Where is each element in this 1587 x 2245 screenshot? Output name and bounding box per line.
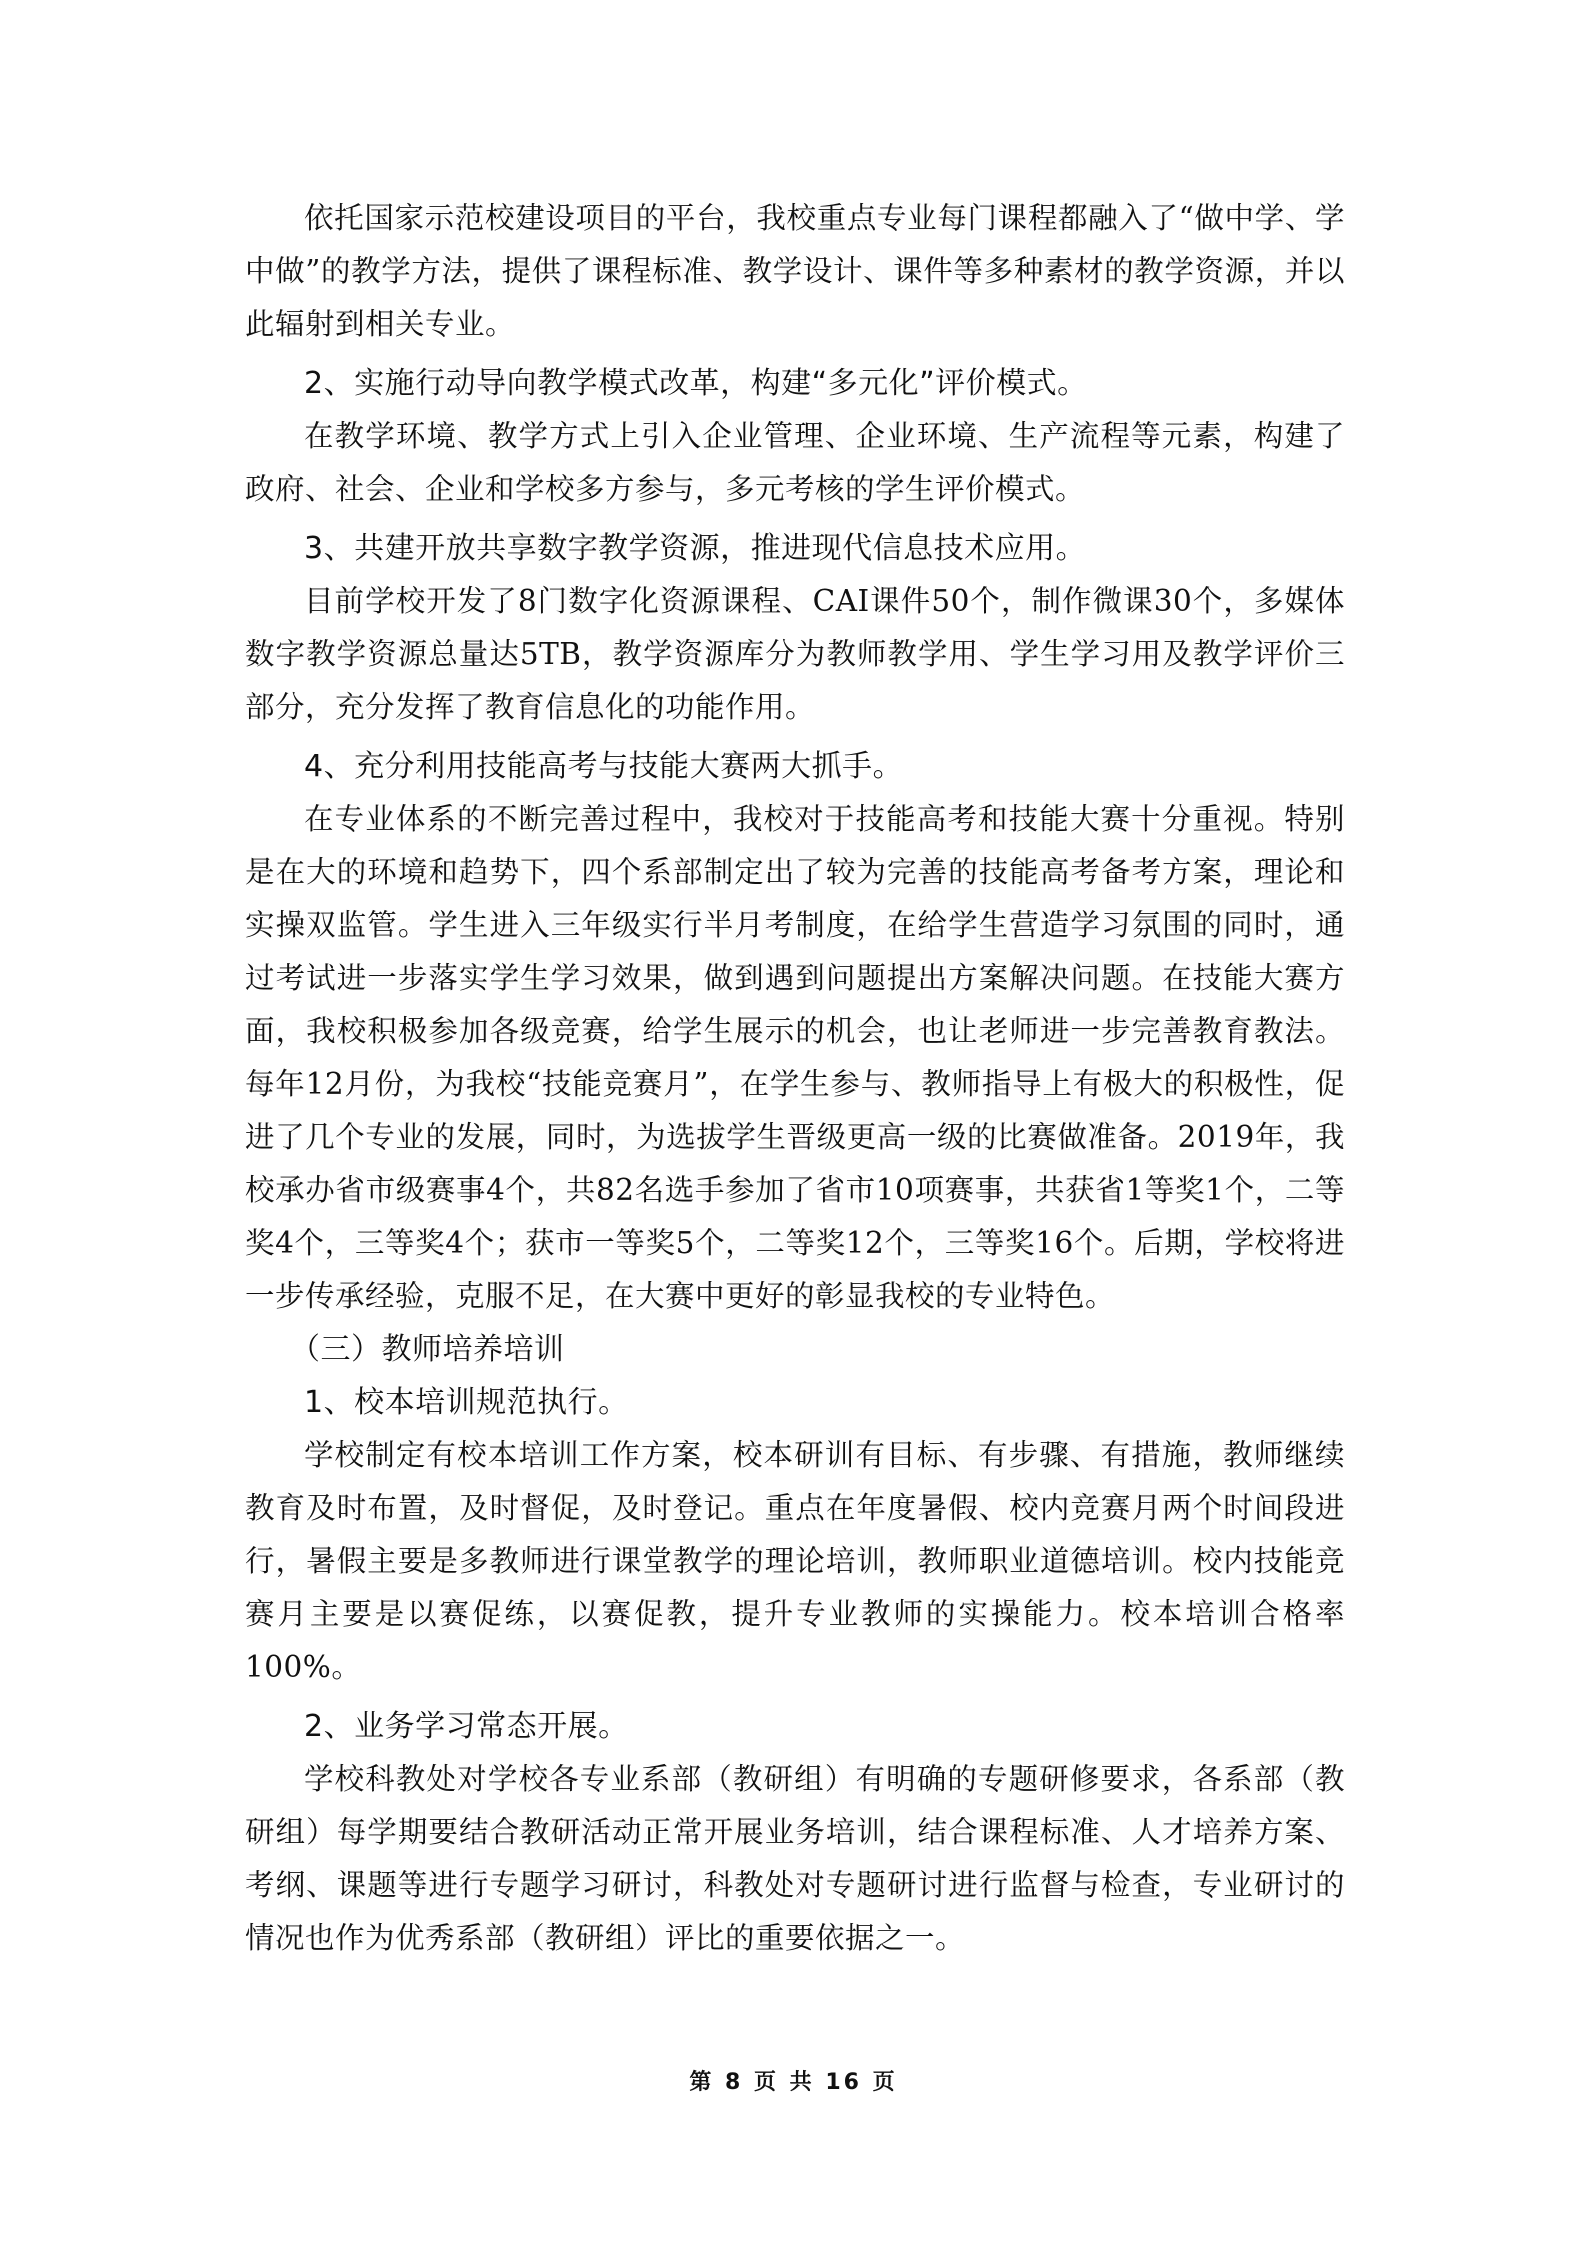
heading-digital-resources: 3、共建开放共享数字教学资源，推进现代信息技术应用。 — [304, 531, 1087, 566]
page-number-footer: 第 8 页 共 16 页 — [689, 2070, 898, 2095]
heading-professional-study: 2、业务学习常态开展。 — [304, 1709, 629, 1744]
section-heading-teacher-training: （三）教师培养培训 — [290, 1332, 565, 1367]
heading-school-training: 1、校本培训规范执行。 — [304, 1385, 629, 1420]
paragraph-skills-exam-competition: 在专业体系的不断完善过程中，我校对于技能高考和技能大赛十分重视。特别是在大的环境和趋势下，四个系部制定出了较为完善的技能高考备考方案，理论和实操双监管。学生进入三年级实行半月考制度，在给学生营造学习氛围的同时，通过考试进一步落实学生学习效果，做到遇到问题提出方案解决问题。在技能大赛方面，我校积极参加各级竞赛，给学生展示的机会，也让老师进一步完善教育教法。每年12月份，为我校“技能竞赛月”，在学生参与、教师指导上有极大的积极性，促进了几个专业的发展，同时，为选拔学生晋级更高一级的比赛做准备。2019年，我校承办省市级赛事4个，共82名选手参加了省市10项赛事，共获省1等奖1个，二等奖4个，三等奖4个；获市一等奖5个，二等奖12个，三等奖16个。后期，学校将进一步传承经验，克服不足，在大赛中更好的彰显我校的专业特色。 — [245, 802, 1345, 1313]
paragraph-school-training: 学校制定有校本培训工作方案，校本研训有目标、有步骤、有措施，教师继续教育及时布置，及时督促，及时登记。重点在年度暑假、校内竞赛月两个时间段进行，暑假主要是多教师进行课堂教学的理论培训，教师职业道德培训。校内技能竞赛月主要是以赛促练，以赛促教，提升专业教师的实操能力。校本培训合格率100%。 — [245, 1438, 1345, 1684]
document-body — [245, 192, 1345, 1965]
paragraph-professional-study: 学校科教处对学校各专业系部（教研组）有明确的专题研修要求，各系部（教研组）每学期要结合教研活动正常开展业务培训，结合课程标准、人才培养方案、考纲、课题等进行专题学习研讨，科教处对专题研讨进行监督与检查，专业研讨的情况也作为优秀系部（教研组）评比的重要依据之一。 — [245, 1762, 1345, 1955]
paragraph-digital-resources: 目前学校开发了8门数字化资源课程、CAI课件50个，制作微课30个，多媒体数字教学资源总量达5TB，教学资源库分为教师教学用、学生学习用及教学评价三部分，充分发挥了教育信息化的功能作用。 — [245, 584, 1345, 724]
heading-teaching-reform: 2、实施行动导向教学模式改革，构建“多元化”评价模式。 — [304, 366, 1088, 401]
paragraph-teaching-reform: 在教学环境、教学方式上引入企业管理、企业环境、生产流程等元素，构建了政府、社会、企业和学校多方参与，多元考核的学生评价模式。 — [245, 419, 1345, 506]
paragraph-intro: 依托国家示范校建设项目的平台，我校重点专业每门课程都融入了“做中学、学中做”的教学方法，提供了课程标准、教学设计、课件等多种素材的教学资源，并以此辐射到相关专业。 — [245, 201, 1345, 341]
heading-skills-exam-competition: 4、充分利用技能高考与技能大赛两大抓手。 — [304, 749, 904, 784]
